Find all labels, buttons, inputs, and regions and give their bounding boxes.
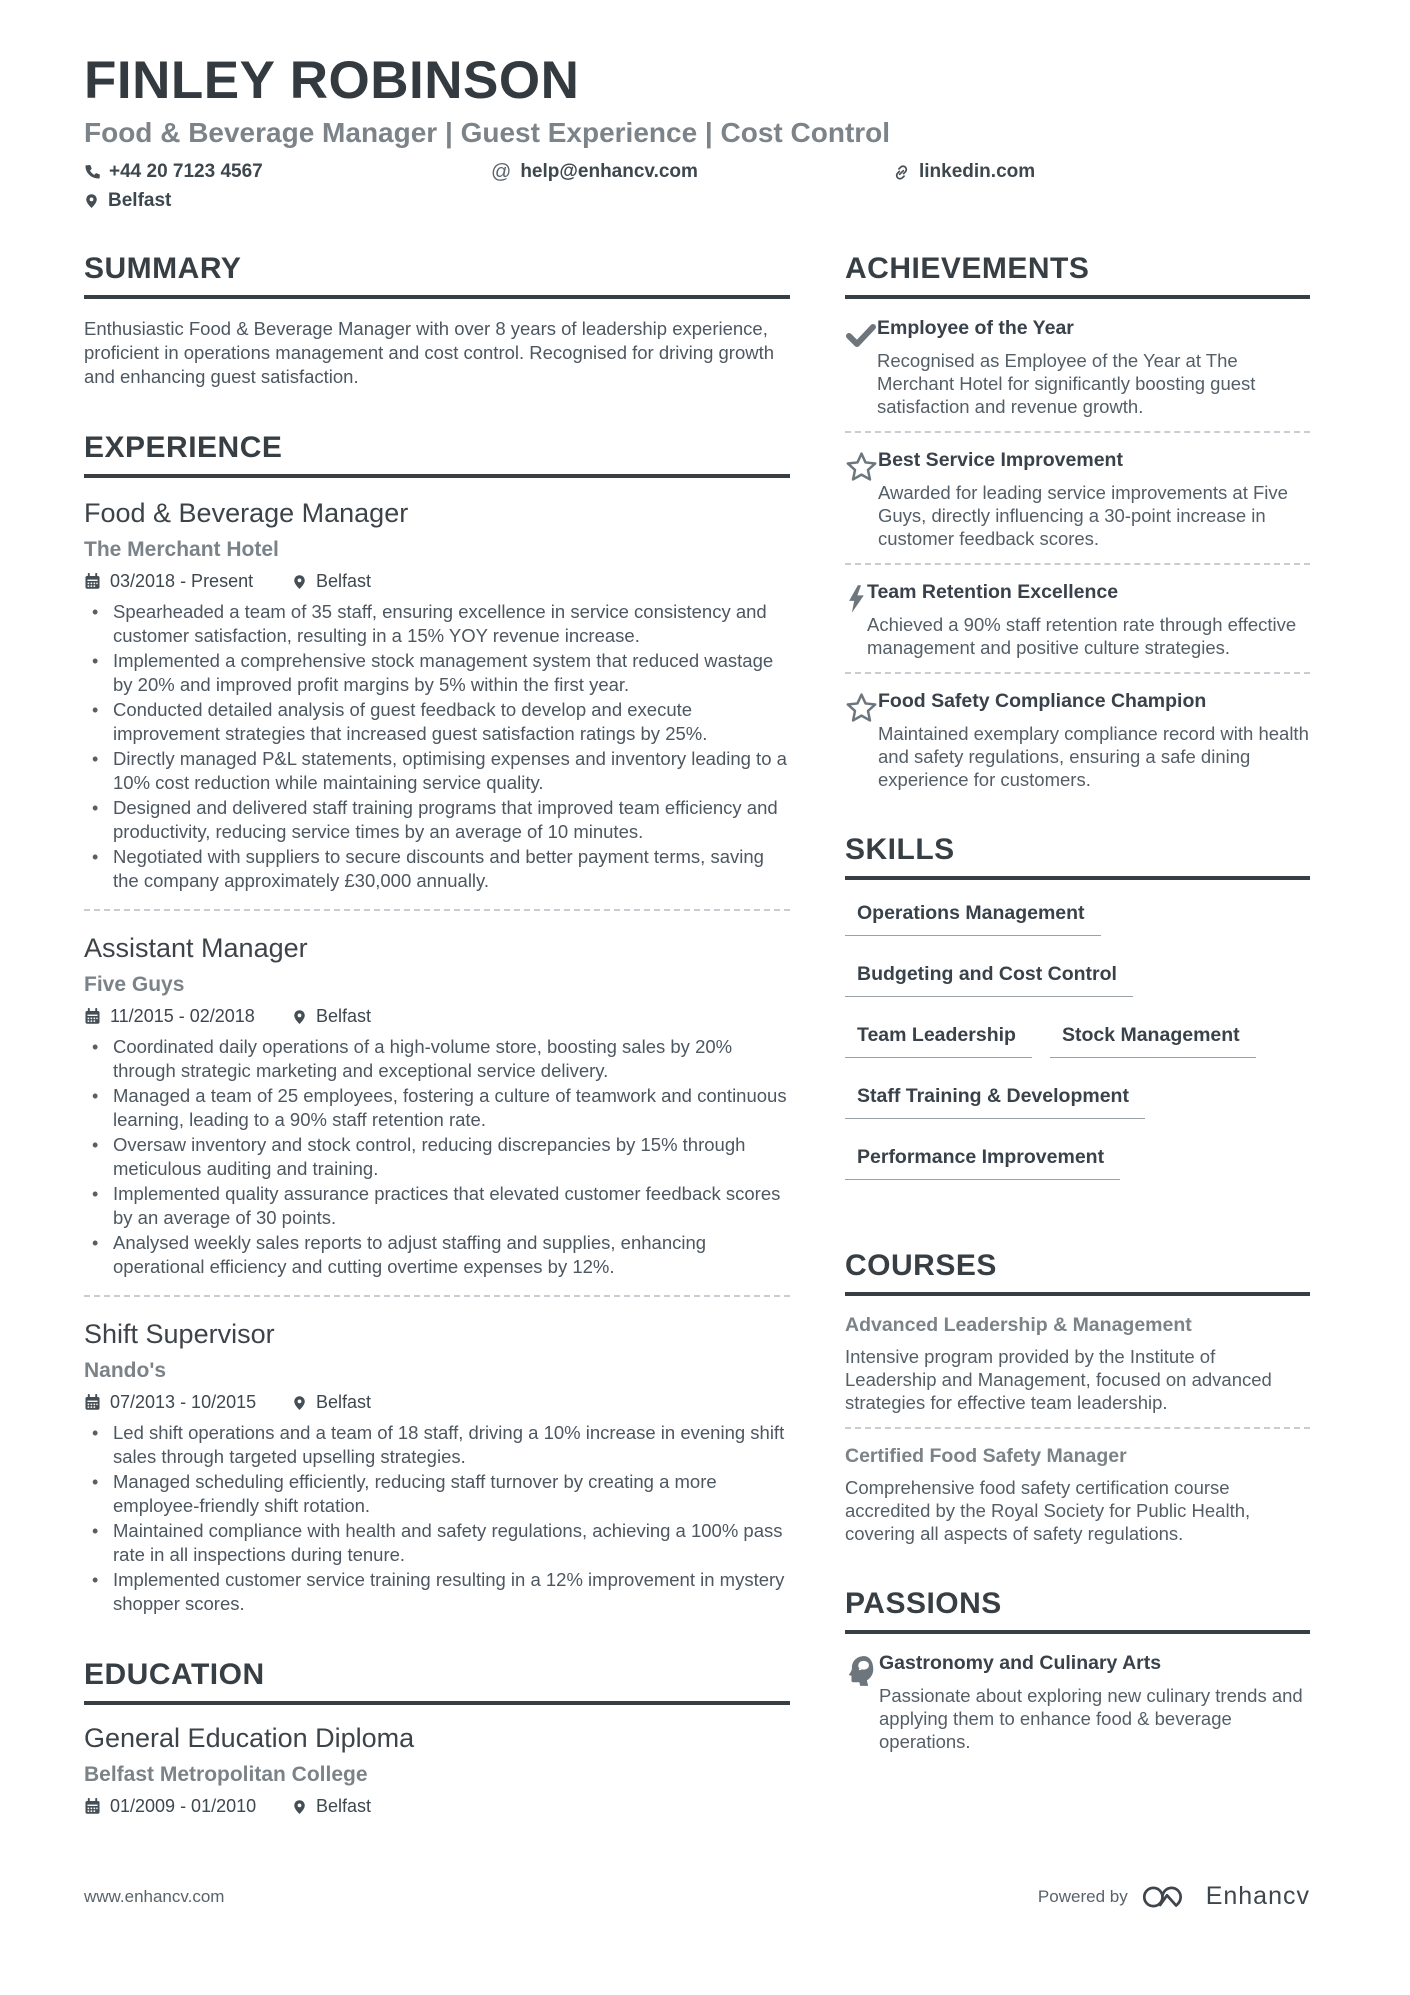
phone-icon <box>84 164 100 180</box>
linkedin-text: linkedin.com <box>919 161 1036 183</box>
summary-section <box>84 252 790 389</box>
bullet: • Implemented quality assurance practices that elevated customer feedback scores by an average of 30 points. <box>84 1182 790 1230</box>
job-location <box>292 1392 371 1413</box>
achievement-title: Employee of the Year <box>877 317 1074 340</box>
job-title: Food & Beverage Manager <box>84 498 409 529</box>
star-icon <box>845 690 878 791</box>
lightning-bolt-icon <box>845 581 867 659</box>
bullet: • Coordinated daily operations of a high-volume store, boosting sales by 20% through strategic marketing and exceptional service delivery. <box>84 1035 790 1083</box>
powered-by-label: Powered by <box>1037 1886 1128 1906</box>
job-meta <box>84 1392 790 1413</box>
education-section <box>84 1658 790 1817</box>
achievement-item <box>845 581 1310 659</box>
email-link[interactable] <box>491 161 893 183</box>
achievement-text: Maintained exemplary compliance record with health and safety regulations, ensuring a safe dining experience for customers. <box>878 723 1309 791</box>
job-entry <box>84 496 790 893</box>
job-title: Assistant Manager <box>84 933 308 964</box>
contact-row-1 <box>84 161 1310 183</box>
phone-link[interactable] <box>84 161 491 183</box>
at-icon: @ <box>491 161 512 184</box>
courses-heading: COURSES <box>845 1249 1310 1296</box>
page-footer <box>84 1882 1310 1911</box>
job-company: The Merchant Hotel <box>84 538 279 562</box>
job-bullets <box>84 600 790 893</box>
job-divider <box>84 1295 790 1297</box>
achievement-text: Recognised as Employee of the Year at The Merchant Hotel for significantly boosting guest satisfaction and revenue growth. <box>877 350 1256 418</box>
phone-number: +44 20 7123 4567 <box>109 161 263 183</box>
bullet: • Maintained compliance with health and safety regulations, achieving a 100% pass rate in all inspections during tenure. <box>84 1519 790 1567</box>
head-brain-icon <box>845 1652 879 1753</box>
skill-item: Stock Management <box>1050 1024 1256 1058</box>
bullet: • Led shift operations and a team of 18 staff, driving a 10% increase in evening shift sales through targeted upselling strategies. <box>84 1421 790 1469</box>
school-name: Belfast Metropolitan College <box>84 1763 368 1787</box>
job-bullets <box>84 1421 790 1616</box>
job-entry <box>84 931 790 1279</box>
job-dates <box>84 1392 292 1413</box>
skill-item: Performance Improvement <box>845 1146 1120 1180</box>
job-location-text: Belfast <box>316 571 372 592</box>
link-icon <box>893 164 910 181</box>
summary-heading: SUMMARY <box>84 252 790 299</box>
location-pin-icon <box>292 1395 307 1411</box>
job-dates-text: 07/2013 - 10/2015 <box>110 1392 257 1413</box>
right-column <box>845 252 1310 1859</box>
achievements-heading: ACHIEVEMENTS <box>845 252 1310 299</box>
calendar-icon <box>84 1008 101 1025</box>
site-link[interactable]: www.enhancv.com <box>84 1886 225 1906</box>
education-dates-text: 01/2009 - 01/2010 <box>110 1796 257 1817</box>
passion-item <box>845 1652 1310 1753</box>
passion-title: Gastronomy and Culinary Arts <box>879 1652 1162 1675</box>
content-columns <box>84 252 1310 1859</box>
resume-header <box>84 52 1310 212</box>
linkedin-link[interactable] <box>893 161 1035 183</box>
course-item <box>845 1314 1310 1414</box>
star-icon <box>845 449 878 550</box>
job-entry <box>84 1317 790 1616</box>
summary-text: Enthusiastic Food & Beverage Manager with over 8 years of leadership experience, proficient in operations management and cost control. Recognised for driving growth and enhancing guest satisfaction. <box>84 318 775 388</box>
location-pin-icon <box>84 193 99 209</box>
job-divider <box>84 909 790 911</box>
achievement-item <box>845 690 1310 791</box>
achievement-text: Awarded for leading service improvements at Five Guys, directly influencing a 30-point increase in customer feedback scores. <box>878 482 1288 550</box>
skills-section <box>845 833 1310 1207</box>
bullet: • Spearheaded a team of 35 staff, ensuring excellence in service consistency and customer satisfaction, resulting in a 15% YOY revenue increase. <box>84 600 790 648</box>
achievement-divider <box>845 431 1310 433</box>
location-pin-icon <box>292 1799 307 1815</box>
check-icon <box>845 317 877 418</box>
job-location-text: Belfast <box>316 1006 372 1027</box>
bullet: • Directly managed P&L statements, optimising expenses and inventory leading to a 10% cost reduction while maintaining service quality. <box>84 747 790 795</box>
achievement-item <box>845 449 1310 550</box>
bullet: • Implemented customer service training resulting in a 12% improvement in mystery shopper scores. <box>84 1568 790 1616</box>
left-column <box>84 252 790 1859</box>
course-item <box>845 1445 1310 1545</box>
bullet: • Designed and delivered staff training programs that improved team efficiency and productivity, reducing service times by an average of 10 minutes. <box>84 796 790 844</box>
job-location-text: Belfast <box>316 1392 372 1413</box>
skills-list <box>845 898 1310 1207</box>
job-meta <box>84 1006 790 1027</box>
skill-item: Operations Management <box>845 902 1101 936</box>
bullet: • Analysed weekly sales reports to adjust staffing and supplies, enhancing operational efficiency and cutting overtime expenses by 12%. <box>84 1231 790 1279</box>
calendar-icon <box>84 1798 101 1815</box>
job-dates <box>84 571 292 592</box>
location-pin-icon <box>292 574 307 590</box>
skills-heading: SKILLS <box>845 833 1310 880</box>
job-title: Shift Supervisor <box>84 1319 275 1350</box>
job-location <box>292 571 371 592</box>
education-location <box>292 1796 371 1817</box>
job-dates <box>84 1006 292 1027</box>
education-location-text: Belfast <box>316 1796 372 1817</box>
achievements-section <box>845 252 1310 791</box>
bullet: • Conducted detailed analysis of guest feedback to develop and execute improvement strategies that increased guest satisfaction ratings by 25%. <box>84 698 790 746</box>
job-dates-text: 11/2015 - 02/2018 <box>110 1006 255 1027</box>
course-title: Certified Food Safety Manager <box>845 1445 1127 1468</box>
enhancv-wordmark: Enhancv <box>1205 1882 1310 1910</box>
calendar-icon <box>84 573 101 590</box>
achievement-title: Team Retention Excellence <box>867 581 1119 604</box>
degree-title: General Education Diploma <box>84 1723 415 1754</box>
skill-item: Budgeting and Cost Control <box>845 963 1133 997</box>
email-address: help@enhancv.com <box>520 161 698 183</box>
bullet: • Oversaw inventory and stock control, reducing discrepancies by 15% through meticulous auditing and training. <box>84 1133 790 1181</box>
course-title: Advanced Leadership & Management <box>845 1314 1192 1337</box>
powered-by-block[interactable] <box>1038 1882 1310 1911</box>
experience-section <box>84 431 790 1616</box>
course-text: Intensive program provided by the Institute of Leadership and Management, focused on advanced strategies for effective team leadership. <box>845 1346 1272 1414</box>
person-name: FINLEY ROBINSON <box>84 51 580 110</box>
job-company: Five Guys <box>84 973 185 997</box>
achievement-title: Best Service Improvement <box>878 449 1123 472</box>
job-meta <box>84 571 790 592</box>
bullet: • Managed a team of 25 employees, fostering a culture of teamwork and continuous learning, leading to a 90% staff retention rate. <box>84 1084 790 1132</box>
courses-section <box>845 1249 1310 1545</box>
job-location <box>292 1006 371 1027</box>
enhancv-logo-icon <box>1142 1883 1192 1911</box>
achievement-text: Achieved a 90% staff retention rate through effective management and positive culture strategies. <box>867 614 1297 659</box>
passions-heading: PASSIONS <box>845 1587 1310 1634</box>
location-item <box>84 190 171 212</box>
location-pin-icon <box>292 1009 307 1025</box>
bullet: • Implemented a comprehensive stock management system that reduced wastage by 20% and improved profit margins by 5% within the first year. <box>84 649 790 697</box>
contact-row-2 <box>84 190 1310 212</box>
bullet: • Managed scheduling efficiently, reducing staff turnover by creating a more employee-friendly shift rotation. <box>84 1470 790 1518</box>
bullet: • Negotiated with suppliers to secure discounts and better payment terms, saving the company approximately £30,000 annually. <box>84 845 790 893</box>
education-meta <box>84 1796 790 1817</box>
achievement-title: Food Safety Compliance Champion <box>878 690 1207 713</box>
achievement-divider <box>845 672 1310 674</box>
contact-block <box>84 161 1310 212</box>
job-bullets <box>84 1035 790 1279</box>
education-heading: EDUCATION <box>84 1658 790 1705</box>
person-title: Food & Beverage Manager | Guest Experience | Cost Control <box>84 117 891 149</box>
passion-text: Passionate about exploring new culinary trends and applying them to enhance food & beverage operations. <box>879 1685 1303 1753</box>
passions-section <box>845 1587 1310 1753</box>
education-dates <box>84 1796 292 1817</box>
skill-item: Staff Training & Development <box>845 1085 1145 1119</box>
calendar-icon <box>84 1394 101 1411</box>
job-dates-text: 03/2018 - Present <box>110 571 254 592</box>
achievement-item <box>845 317 1310 418</box>
location-text: Belfast <box>108 190 172 212</box>
course-text: Comprehensive food safety certification course accredited by the Royal Society for Public Health, covering all aspects of safety regulations. <box>845 1477 1251 1545</box>
course-divider <box>845 1427 1310 1429</box>
job-company: Nando's <box>84 1359 167 1383</box>
experience-heading: EXPERIENCE <box>84 431 790 478</box>
achievement-divider <box>845 563 1310 565</box>
skill-item: Team Leadership <box>845 1024 1032 1058</box>
